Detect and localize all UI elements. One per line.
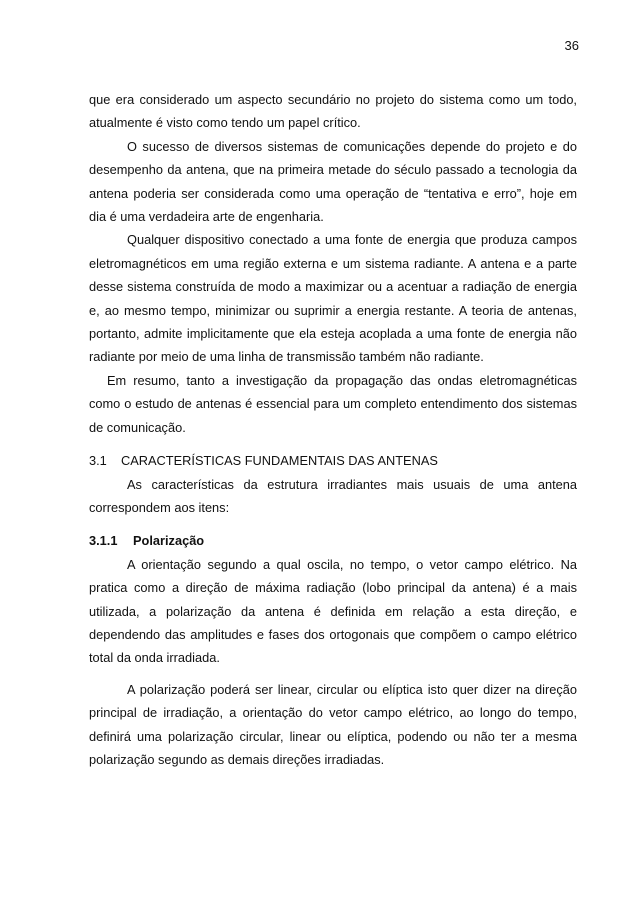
page-number: 36 xyxy=(564,38,579,53)
section-heading xyxy=(89,449,577,472)
subsection-heading xyxy=(89,529,577,552)
paragraph-antenna-success: O sucesso de diversos sistemas de comunicações depende do projeto e do desempenho da antena, que na primeira metade do século passado a tecnologia da antena poderia ser considerada como uma operação de “tentativa e erro”, hoje em dia é uma verdadeira arte de engenharia. xyxy=(89,138,577,225)
section-title: CARACTERÍSTICAS FUNDAMENTAIS DAS ANTENAS xyxy=(121,453,438,469)
section-intro: As características da estrutura irradiantes mais usuais de uma antena correspondem aos itens: xyxy=(89,476,577,515)
paragraph-continuation: que era considerado um aspecto secundário no projeto do sistema como um todo, atualmente é visto como tendo um papel crítico. xyxy=(89,92,577,131)
paragraph-polarization-types: A polarização poderá ser linear, circular ou elíptica isto quer dizer na direção principal de irradiação, a orientação do vetor campo elétrico, ao longo do tempo, definirá uma polarização circular, linear ou elíptica, podendo ou não ter a mesma polarização segundo as demais direções irradiadas. xyxy=(89,681,577,767)
section-number: 3.1 xyxy=(89,453,107,469)
subsection-title: Polarização xyxy=(133,533,205,549)
paragraph-summary: Em resumo, tanto a investigação da propagação das ondas eletromagnéticas como o estudo de antenas é essencial para um completo entendimento dos sistemas de comunicação. xyxy=(89,372,577,435)
paragraph-polarization-definition: A orientação segundo a qual oscila, no tempo, o vetor campo elétrico. Na pratica como a direção de máxima radiação (lobo principal da antena) é a mais utilizada, a polarização da antena é definida em relação a esta direção, e dependendo das amplitudes e fases dos ortogonais que compõem o campo elétrico total da onda irradiada. xyxy=(89,556,577,666)
page-content xyxy=(89,88,577,771)
paragraph-radiating-system: Qualquer dispositivo conectado a uma fonte de energia que produza campos eletromagnéticos em uma região externa e um sistema radiante. A antena e a parte desse sistema construída de modo a maximizar ou a acentuar a radiação de energia e, ao mesmo tempo, minimizar ou suprimir a energia restante. A teoria de antenas, portanto, admite implicitamente que ela esteja acoplada a uma fonte de energia não radiante por meio de uma linha de transmissão também não radiante. xyxy=(89,232,577,365)
subsection-number: 3.1.1 xyxy=(89,533,118,549)
